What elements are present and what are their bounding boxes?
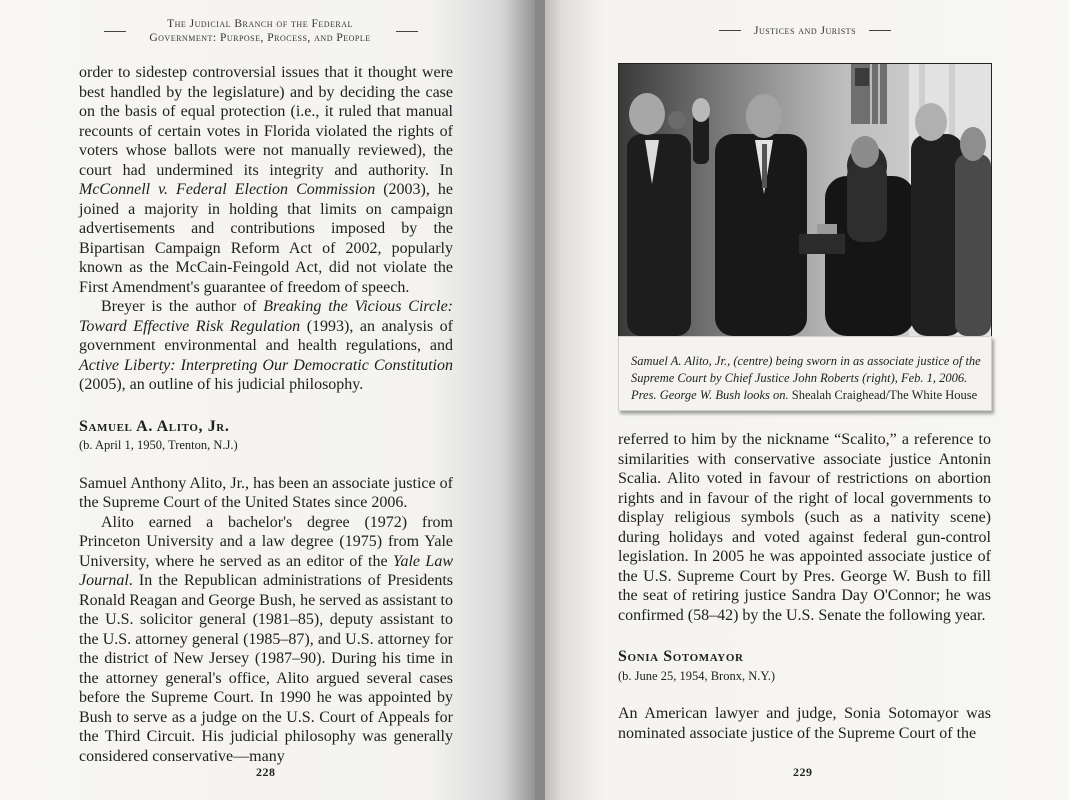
paragraph: order to sidestep controversial issues that it thought were best handled by the legislature) and by deciding the case on the basis of equal protection (i.e., it ruled that manual recounts of certain votes in Florida violated the rights of voters whose ballots were not manually reviewed), the court had undermined its integrity and authority. In McConnell v. Federal Election Commission (2003), he joined a majority in holding that limits on campaign advertisements and contributions imposed by the Bipartisan Campaign Reform Act of 2002, popularly known as the McCain-Feingold Act, did not violate the First Amendment's guarantee of freedom of speech. (79, 64, 453, 296)
paragraph: An American lawyer and judge, Sonia Sotomayor was nominated associate justice of the Supreme Court of the (618, 705, 991, 742)
caption-description: Samuel A. Alito, Jr., (centre) being sworn in as associate justice of the Supreme Court by Chief Justice John Roberts (right), Feb. 1, 2006. Pres. George W. Bush looks on. (631, 354, 981, 402)
journal-title: Yale Law Journal (79, 552, 453, 589)
birth-info: (b. April 1, 1950, Trenton, N.J.) (79, 438, 238, 452)
case-name: McConnell v. Federal Election Commission (79, 181, 376, 198)
book-title: Active Liberty: Interpreting Our Democratic Constitution (79, 356, 453, 374)
page-number-right: 229 (793, 765, 813, 779)
right-body-text (618, 430, 991, 743)
birth-info: (b. June 25, 1954, Bronx, N.Y.) (618, 668, 776, 683)
photo-credit: Shealah Craighead/The White House (788, 388, 978, 402)
photo-illustration (619, 64, 991, 336)
paragraph: Alito earned a bachelor's degree (1972) from Princeton University and a law degree (1975) from Yale University, where he served as an editor of the Yale Law Journal. In the Republican administrations of Presidents Ronald Reagan and George Bush, he served as assistant to the U.S. solicitor general (1981–85), deputy assistant to the U.S. attorney general (1985–87), and U.S. attorney for the district of New Jersey (1987–90). During his time in the attorney general's office, Alito argued several cases before the Supreme Court. In 1990 he was appointed by Bush to serve as a judge on the U.S. Court of Appeals for the Third Circuit. His judicial philosophy was generally considered conservative—many (79, 513, 453, 765)
caption-text (631, 353, 981, 404)
photo-caption (618, 336, 992, 411)
page-number-left: 228 (256, 765, 276, 779)
running-head-line1: The Judicial Branch of the Federal (167, 18, 353, 30)
paragraph: referred to him by the nickname “Scalito,” a reference to similarities with conservative associate justice Antonin Scalia. Alito voted in favour of restrictions on abortion rights and in favour of the right of local governments to display religious symbols (such as a nativity scene) during holidays and voted against federal gun-control legislation. In 2005 he was appointed associate justice of the U.S. Supreme Court by Pres. George W. Bush to fill the seat of retiring justice Sandra Day O'Connor; he was confirmed (58–42) by the U.S. Senate the following year. (618, 431, 991, 624)
left-body-text (79, 63, 453, 766)
running-head-right: Justices and Jurists (753, 25, 857, 37)
book-title: Breaking the Vicious Circle: Toward Effective Risk Regulation (79, 298, 454, 335)
section-heading: Sonia Sotomayor (618, 648, 744, 665)
paragraph: Samuel Anthony Alito, Jr., has been an associate justice of the Supreme Court of the United States since 2006. (79, 474, 453, 511)
swearing-in-photo (618, 63, 992, 337)
running-head-rule-left (719, 30, 741, 31)
running-head-rule-left (104, 31, 126, 32)
running-head-rule-right (869, 30, 891, 31)
running-head-left (135, 17, 385, 45)
running-head-line2: Government: Purpose, Process, and People (149, 32, 371, 44)
paragraph: Breyer is the author of Breaking the Vicious Circle: Toward Effective Risk Regulation (1993), an analysis of government environmental and health regulations, and Active Liberty: Interpreting Our Democratic Constitution (2005), an outline of his judicial philosophy. (79, 298, 454, 393)
running-head-rule-right (396, 31, 418, 32)
section-heading: Samuel A. Alito, Jr. (79, 417, 230, 435)
